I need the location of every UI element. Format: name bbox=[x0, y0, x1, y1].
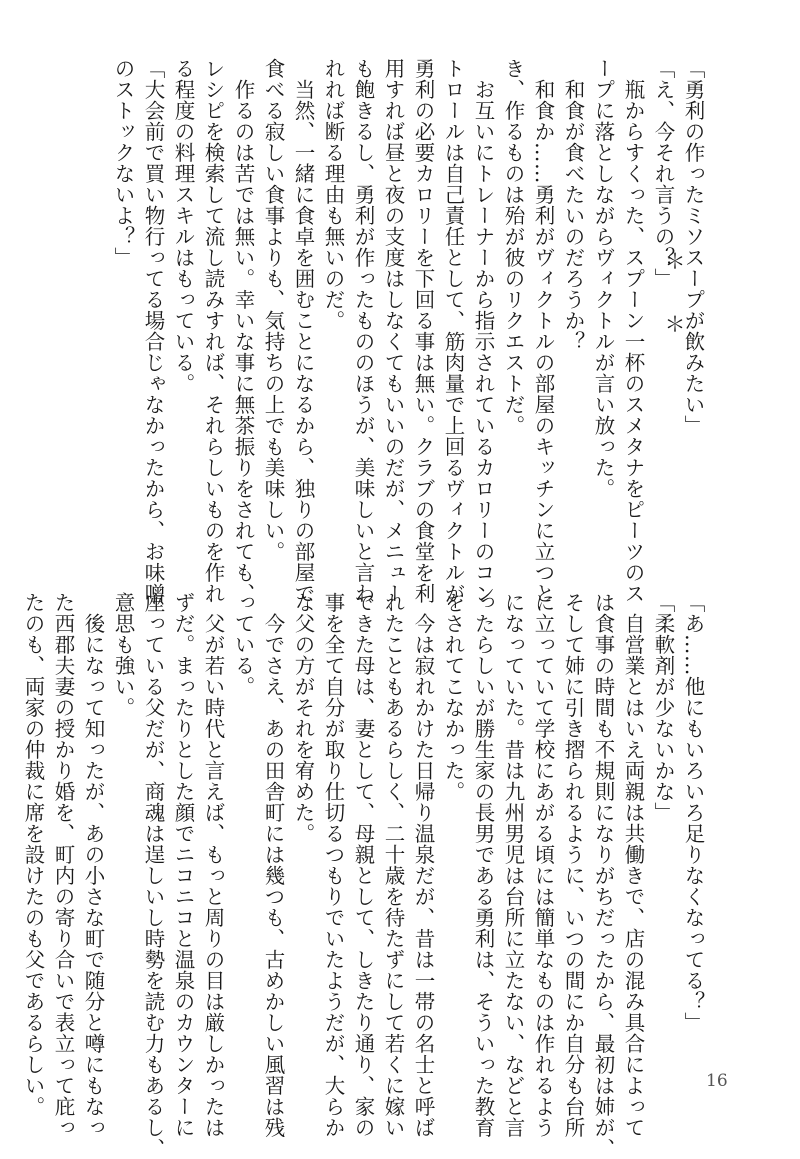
text-line: のストックないよ？」 bbox=[111, 58, 135, 268]
text-line: 勇利の必要カロリーを下回る事は無い。クラブの食堂を利 bbox=[411, 58, 435, 604]
text-line: 「柔軟剤が少ないかな」 bbox=[651, 592, 675, 823]
text-line: 作るのは苦では無い。幸いな事に無茶振りをされても、 bbox=[231, 58, 255, 604]
text-line: をされてこなかった。 bbox=[441, 592, 465, 802]
text-line: そして姉に引き摺られるように、いつの間にか自分も台所 bbox=[561, 592, 585, 1138]
text-line: も飽きるし、勇利が作ったもののほうが、美味しいと言わ bbox=[351, 58, 375, 604]
text-line: 事を全て自分が取り仕切るつもりでいたようだが、大らか bbox=[321, 592, 345, 1138]
text-line: ープに落としながらヴィクトルが言い放った。 bbox=[591, 58, 615, 499]
text-line: できた母は、妻として、母親として、しきたり通り、家の bbox=[351, 592, 375, 1138]
scene-break-text: ＊ ＊ bbox=[662, 250, 686, 334]
text-line: 「大会前で買い物行ってる場合じゃなかったから、お味噌 bbox=[141, 58, 165, 604]
text-line: 用すれば昼と夜の支度はしなくてもいいのだが、メニュー bbox=[381, 58, 405, 604]
text-line: 今は寂れかけた日帰り温泉だが、昔は一帯の名士と呼ば bbox=[411, 592, 435, 1138]
text-line: る程度の料理スキルはもっている。 bbox=[171, 58, 195, 394]
text-line: 当然、一緒に食卓を囲むことになるから、独りの部屋で bbox=[291, 58, 315, 604]
text-line: 瓶からすくった、スプーン一杯のスメタナをピーツのス bbox=[621, 58, 645, 604]
scene-break-asterisks bbox=[659, 250, 689, 334]
text-line: 座っている父だが、商魂は逞しいし時勢を読む力もあるし、 bbox=[141, 592, 165, 1159]
text-line: 「あ……他にもいろいろ足りなくなってる？」 bbox=[681, 592, 705, 1033]
text-line: に立っていて学校にあがる頃には簡単なものは作れるよう bbox=[531, 592, 555, 1138]
text-line: っている。 bbox=[231, 592, 255, 697]
text-line: 食べる寂しい食事よりも、気持ちの上でも美味しい。 bbox=[261, 58, 285, 562]
text-line: 自営業とはいえ両親は共働きで、店の混み具合によって bbox=[621, 592, 645, 1138]
text-line: 意思も強い。 bbox=[111, 592, 135, 718]
text-line: れれば断る理由も無いのだ。 bbox=[321, 58, 345, 331]
text-line: トロールは自己責任として、筋肉量で上回るヴィクトルが bbox=[441, 58, 465, 604]
upper-text-block bbox=[108, 58, 708, 604]
text-line: 後になって知ったが、あの小さな町で随分と噂にもなっ bbox=[81, 592, 105, 1138]
text-line: お互いにトレーナーから指示されているカロリーのコン bbox=[471, 58, 495, 604]
page-number: 16 bbox=[706, 1071, 728, 1091]
text-line: な父の方がそれを宥めた。 bbox=[291, 592, 315, 844]
lower-text-block bbox=[18, 592, 708, 1159]
text-line: き、作るものは殆が彼のリクエストだ。 bbox=[501, 58, 525, 436]
text-line: 「え、今それ言うの？」 bbox=[651, 58, 675, 289]
text-line: 「勇利の作ったミソスープが飲みたい」 bbox=[681, 58, 705, 436]
text-line: ったらしいが勝生家の長男である勇利は、そういった教育 bbox=[471, 592, 495, 1138]
text-line: たのも、両家の仲裁に席を設けたのも父であるらしい。 bbox=[21, 592, 45, 1117]
text-line: 父が若い時代と言えば、もっと周りの目は厳しかったは bbox=[201, 592, 225, 1138]
text-line: 和食か……勇利がヴィクトルの部屋のキッチンに立つと bbox=[531, 58, 555, 604]
text-line: ずだ。まったりとした顔でニコニコと温泉のカウンターに bbox=[171, 592, 195, 1138]
text-line: は食事の時間も不規則になりがちだったから、最初は姉が、 bbox=[591, 592, 615, 1159]
text-line: れたこともあるらしく、二十歳を待たずにして若くに嫁い bbox=[381, 592, 405, 1138]
text-line: になっていた。昔は九州男児は台所に立たない、などと言 bbox=[501, 592, 525, 1138]
text-line: レシピを検索して流し読みすれば、それらしいものを作れ bbox=[201, 58, 225, 604]
text-line: 和食が食べたいのだろうか？ bbox=[561, 58, 585, 352]
text-line: た西郡夫妻の授かり婚を、町内の寄り合いで表立って庇っ bbox=[51, 592, 75, 1138]
text-line: 今でさえ、あの田舎町には幾つも、古めかしい風習は残 bbox=[261, 592, 285, 1138]
